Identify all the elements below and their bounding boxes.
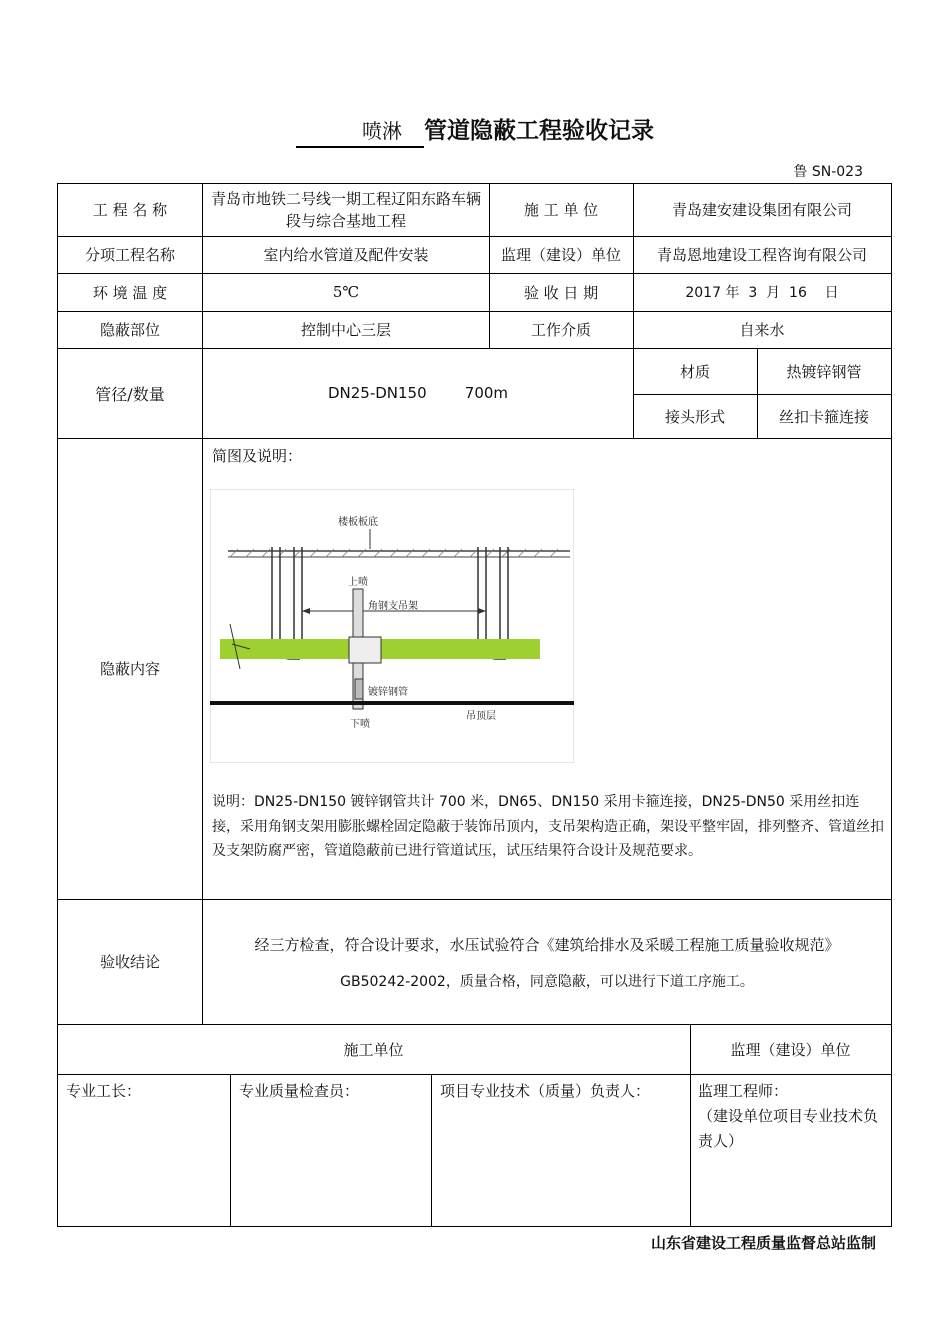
medium-value: 自来水: [739, 321, 785, 339]
pipe-label: 镀锌钢管: [368, 687, 408, 698]
page-title: [0, 112, 950, 148]
temperature-label: 环 境 温 度: [92, 283, 168, 302]
contractor-label: 施 工 单 位: [523, 201, 599, 219]
sub-project-label: 分项工程名称: [84, 246, 175, 264]
title-prefix: 喷淋: [296, 115, 424, 148]
date-value: 2017 年 3 月 16 日: [685, 285, 839, 301]
pipe-diagram: [210, 489, 574, 763]
project-name-value: 青岛市地铁二号线一期工程辽阳东路车辆段与综合基地工程: [211, 189, 482, 230]
contractor-value: 青岛建安建设集团有限公司: [671, 201, 852, 219]
material-value: 热镀锌钢管: [786, 362, 862, 381]
supervisor-value: 青岛恩地建设工程咨询有限公司: [656, 246, 867, 264]
sub-project-value: 室内给水管道及配件安装: [263, 246, 429, 264]
ceiling-label: 吊顶层: [466, 711, 496, 722]
conclusion-line1: 经三方检查，符合设计要求，水压试验符合《建筑给排水及采暖工程施工质量验收规范》: [254, 935, 840, 954]
diameter-label: 管径/数量: [95, 384, 165, 404]
supervisor-label: 监理（建设）单位: [500, 246, 621, 264]
foreman-label: 专业工长：: [66, 1082, 142, 1100]
conclusion-label: 验收结论: [99, 953, 160, 971]
joint-value: 丝扣卡箍连接: [778, 407, 869, 426]
angle-bracket-label: 角钢支吊架: [368, 601, 418, 612]
material-label: 材质: [679, 362, 710, 381]
supervisor-header: 监理（建设）单位: [730, 1040, 851, 1059]
medium-label: 工作介质: [530, 321, 591, 339]
location-value: 控制中心三层: [300, 321, 391, 339]
title-main: 管道隐蔽工程验收记录: [424, 118, 654, 144]
content-label: 隐蔽内容: [99, 660, 160, 678]
doc-number: 鲁 SN-023: [793, 164, 863, 180]
contractor-header: 施工单位: [343, 1040, 404, 1059]
tech-lead-label: 项目专业技术（质量）负责人：: [440, 1082, 651, 1100]
sketch-label: 简图及说明：: [212, 447, 303, 465]
joint-label: 接头形式: [664, 407, 725, 426]
location-label: 隐蔽部位: [99, 321, 160, 339]
project-name-label: 工 程 名 称: [92, 201, 168, 219]
conclusion-line2: GB50242-2002，质量合格，同意隐蔽，可以进行下道工序施工。: [340, 974, 754, 990]
qc-inspector-label: 专业质量检查员：: [239, 1082, 360, 1100]
up-sprinkler-label: 上喷: [348, 577, 368, 588]
date-label: 验 收 日 期: [523, 283, 599, 302]
temperature-value: 5℃: [332, 283, 360, 301]
supervising-note: （建设单位项目专业技术负责人）: [698, 1107, 879, 1150]
diameter-value: DN25-DN150 700m: [327, 384, 509, 402]
down-sprinkler-label: 下喷: [350, 719, 370, 730]
content-description: 说明：DN25-DN150 镀锌钢管共计 700 米，DN65、DN150 采用卡箍连接，DN25-DN50 采用丝扣连接，采用角钢支架用膨胀螺栓固定隐蔽于装饰吊顶内，支吊架构造正确，架设平整牢固，排列整齐、管道丝扣及支架防腐严密，管道隐蔽前已进行管道试压，试压结果符合设计及规范要求。: [212, 794, 884, 859]
floor-label: 楼板板底: [338, 517, 378, 528]
supervising-engineer-label: 监理工程师：: [698, 1082, 789, 1100]
footer-issuer: 山东省建设工程质量监督总站监制: [650, 1234, 876, 1252]
